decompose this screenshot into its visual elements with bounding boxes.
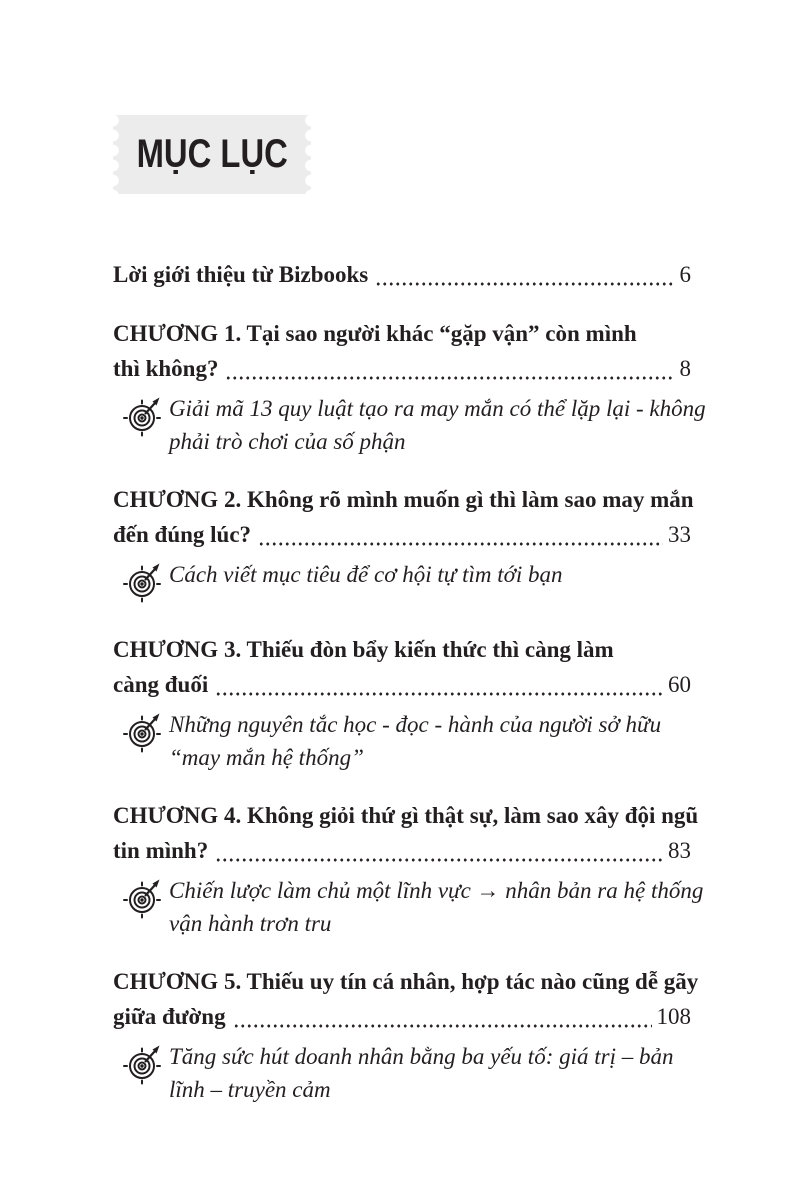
chapter-description	[113, 874, 704, 940]
table-of-contents	[113, 257, 706, 1106]
toc-entry-intro	[113, 257, 691, 292]
description-line: lĩnh – truyền cảm	[169, 1077, 331, 1102]
chapter-title-line1: CHƯƠNG 5. Thiếu uy tín cá nhân, hợp tác nào cũng dễ gãy	[113, 969, 699, 994]
entry-title: Lời giới thiệu từ Bizbooks	[113, 262, 369, 287]
chapter-description-text	[169, 708, 661, 774]
target-dart-icon	[123, 558, 169, 608]
toc-entry-chapter-5	[113, 964, 699, 1106]
page-number: 83	[668, 838, 691, 863]
dot-leader	[258, 542, 663, 546]
page-number: 6	[679, 262, 691, 287]
description-line: Cách viết mục tiêu để cơ hội tự tìm tới bạn	[169, 562, 563, 587]
chapter-title-line2: tin mình?	[113, 838, 209, 863]
toc-entry-chapter-4	[113, 798, 704, 940]
description-line: “may mắn hệ thống”	[169, 745, 364, 770]
chapter-title-line1: CHƯƠNG 2. Không rõ mình muốn gì thì làm sao may mắn	[113, 487, 694, 512]
description-line: Tăng sức hút doanh nhân bằng ba yếu tố: giá trị – bản	[169, 1044, 674, 1069]
chapter-description-text	[169, 558, 563, 608]
chapter-title-line1: CHƯƠNG 1. Tại sao người khác “gặp vận” còn mình	[113, 321, 637, 346]
description-line: vận hành trơn tru	[169, 911, 332, 936]
chapter-description	[113, 708, 691, 774]
dot-leader	[215, 858, 663, 862]
target-dart-icon	[123, 874, 169, 940]
chapter-title-line2: thì không?	[113, 356, 219, 381]
toc-title-ribbon	[113, 115, 311, 194]
description-line: phải trò chơi của số phận	[169, 429, 406, 454]
chapter-description-text	[169, 392, 706, 458]
toc-entry-chapter-3	[113, 632, 691, 774]
dot-leader	[375, 282, 674, 286]
chapter-title-line2: đến đúng lúc?	[113, 522, 252, 547]
chapter-title-line1: CHƯƠNG 4. Không giỏi thứ gì thật sự, làm sao xây đội ngũ	[113, 803, 699, 828]
chapter-description	[113, 392, 706, 458]
page-number: 60	[668, 672, 691, 697]
description-line: Giải mã 13 quy luật tạo ra may mắn có thể lặp lại - không	[169, 396, 706, 421]
description-line: Chiến lược làm chủ một lĩnh vực → nhân bản ra hệ thống	[169, 878, 704, 903]
toc-entry-chapter-2	[113, 482, 694, 608]
target-dart-icon	[123, 708, 169, 774]
dot-leader	[215, 692, 663, 696]
dot-leader	[225, 376, 674, 380]
page-number: 33	[668, 522, 691, 547]
page-number: 108	[656, 1004, 691, 1029]
target-dart-icon	[123, 392, 169, 458]
chapter-description	[113, 558, 691, 608]
toc-entry-chapter-1	[113, 316, 706, 458]
page-number: 8	[679, 356, 691, 381]
description-line: Những nguyên tắc học - đọc - hành của người sở hữu	[169, 712, 662, 737]
chapter-description-text	[169, 1040, 673, 1106]
chapter-title-line2: càng đuối	[113, 672, 209, 697]
chapter-title-line2: giữa đường	[113, 1004, 226, 1029]
dot-leader	[233, 1024, 652, 1028]
target-dart-icon	[123, 1040, 169, 1106]
chapter-title-line1: CHƯƠNG 3. Thiếu đòn bẩy kiến thức thì càng làm	[113, 637, 614, 662]
chapter-description	[113, 1040, 691, 1106]
chapter-description-text	[169, 874, 703, 940]
page-title: MỤC LỤC	[136, 132, 288, 176]
